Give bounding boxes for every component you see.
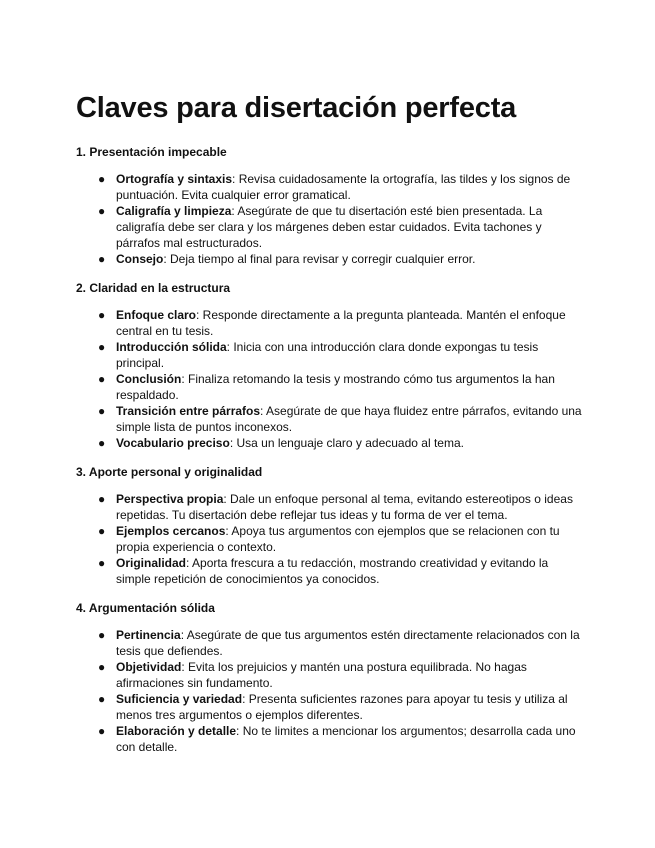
list-item: [76, 491, 586, 523]
item-term: Originalidad: [116, 556, 187, 570]
item-term: Ortografía y sintaxis: [116, 172, 233, 186]
bullet-icon: ●: [98, 204, 106, 218]
list-item: [76, 523, 586, 555]
list-item: [76, 307, 586, 339]
item-text: : No te limites a mencionar los argumentos; desarrolla cada uno con detalle.: [116, 724, 576, 754]
item-term: Suficiencia y variedad: [116, 692, 243, 706]
section-heading: 2. Claridad en la estructura: [76, 281, 231, 295]
list-item: [76, 555, 586, 587]
section-aporte-personal: [76, 463, 586, 587]
item-term: Vocabulario preciso: [116, 436, 230, 450]
item-text: : Asegúrate de que haya fluidez entre párrafos, evitando una simple lista de puntos inconexos.: [116, 404, 582, 434]
item-term: Ejemplos cercanos: [116, 524, 226, 538]
bullet-list: [76, 307, 586, 451]
list-item: [76, 659, 586, 691]
item-text: : Inicia con una introducción clara donde expongas tu tesis principal.: [116, 340, 539, 370]
item-term: Caligrafía y limpieza: [116, 204, 232, 218]
bullet-icon: ●: [98, 372, 106, 386]
item-text: : Dale un enfoque personal al tema, evitando estereotipos o ideas repetidas. Tu disertación debe reflejar tus ideas y tu forma de ver el tema.: [116, 492, 573, 522]
item-text: : Usa un lenguaje claro y adecuado al tema.: [229, 436, 464, 450]
item-text: : Asegúrate de que tu disertación esté bien presentada. La caligrafía debe ser clara y los márgenes deben estar cuidados. Evita tachones y párrafos mal estructurados.: [116, 204, 543, 250]
section-heading: 1. Presentación impecable: [76, 145, 227, 159]
bullet-icon: ●: [98, 340, 106, 354]
item-term: Objetividad: [116, 660, 182, 674]
item-term: Pertinencia: [116, 628, 181, 642]
bullet-icon: ●: [98, 404, 106, 418]
bullet-icon: ●: [98, 436, 106, 450]
item-term: Conclusión: [116, 372, 182, 386]
list-item: [76, 691, 586, 723]
bullet-list: [76, 627, 586, 755]
item-text: : Finaliza retomando la tesis y mostrando cómo tus argumentos la han respaldado.: [116, 372, 555, 402]
bullet-icon: ●: [98, 308, 106, 322]
item-text: : Responde directamente a la pregunta planteada. Mantén el enfoque central en tu tesis.: [116, 308, 566, 338]
list-item: [76, 251, 586, 267]
section-claridad: [76, 279, 586, 451]
list-item: [76, 723, 586, 755]
item-term: Elaboración y detalle: [116, 724, 237, 738]
document-page: [76, 88, 586, 767]
bullet-list: [76, 171, 586, 267]
bullet-list: [76, 491, 586, 587]
bullet-icon: ●: [98, 524, 106, 538]
document-title: Claves para disertación perfecta: [76, 92, 517, 124]
item-term: Enfoque claro: [116, 308, 197, 322]
list-item: [76, 403, 586, 435]
bullet-icon: ●: [98, 628, 106, 642]
list-item: [76, 171, 586, 203]
list-item: [76, 203, 586, 251]
section-presentacion: [76, 143, 586, 267]
section-argumentacion: [76, 599, 586, 755]
bullet-icon: ●: [98, 724, 106, 738]
item-term: Transición entre párrafos: [116, 404, 261, 418]
section-heading: 4. Argumentación sólida: [76, 601, 215, 615]
list-item: [76, 627, 586, 659]
item-text: : Evita los prejuicios y mantén una postura equilibrada. No hagas afirmaciones sin fundamento.: [116, 660, 527, 690]
bullet-icon: ●: [98, 692, 106, 706]
item-term: Consejo: [116, 252, 164, 266]
item-text: : Presenta suficientes razones para apoyar tu tesis y utiliza al menos tres argumentos o ejemplos diferentes.: [116, 692, 568, 722]
bullet-icon: ●: [98, 252, 106, 266]
list-item: [76, 371, 586, 403]
bullet-icon: ●: [98, 556, 106, 570]
bullet-icon: ●: [98, 660, 106, 674]
item-text: : Revisa cuidadosamente la ortografía, las tildes y los signos de puntuación. Evita cualquier error gramatical.: [116, 172, 571, 202]
item-text: : Deja tiempo al final para revisar y corregir cualquier error.: [163, 252, 476, 266]
list-item: [76, 435, 586, 451]
item-term: Perspectiva propia: [116, 492, 224, 506]
list-item: [76, 339, 586, 371]
section-heading: 3. Aporte personal y originalidad: [76, 465, 263, 479]
item-text: : Apoya tus argumentos con ejemplos que se relacionen con tu propia experiencia o contexto.: [116, 524, 560, 554]
item-text: : Asegúrate de que tus argumentos estén directamente relacionados con la tesis que defiendes.: [116, 628, 580, 658]
bullet-icon: ●: [98, 492, 106, 506]
item-text: : Aporta frescura a tu redacción, mostrando creatividad y evitando la simple repetición de conocimientos ya conocidos.: [116, 556, 549, 586]
bullet-icon: ●: [98, 172, 106, 186]
item-term: Introducción sólida: [116, 340, 227, 354]
